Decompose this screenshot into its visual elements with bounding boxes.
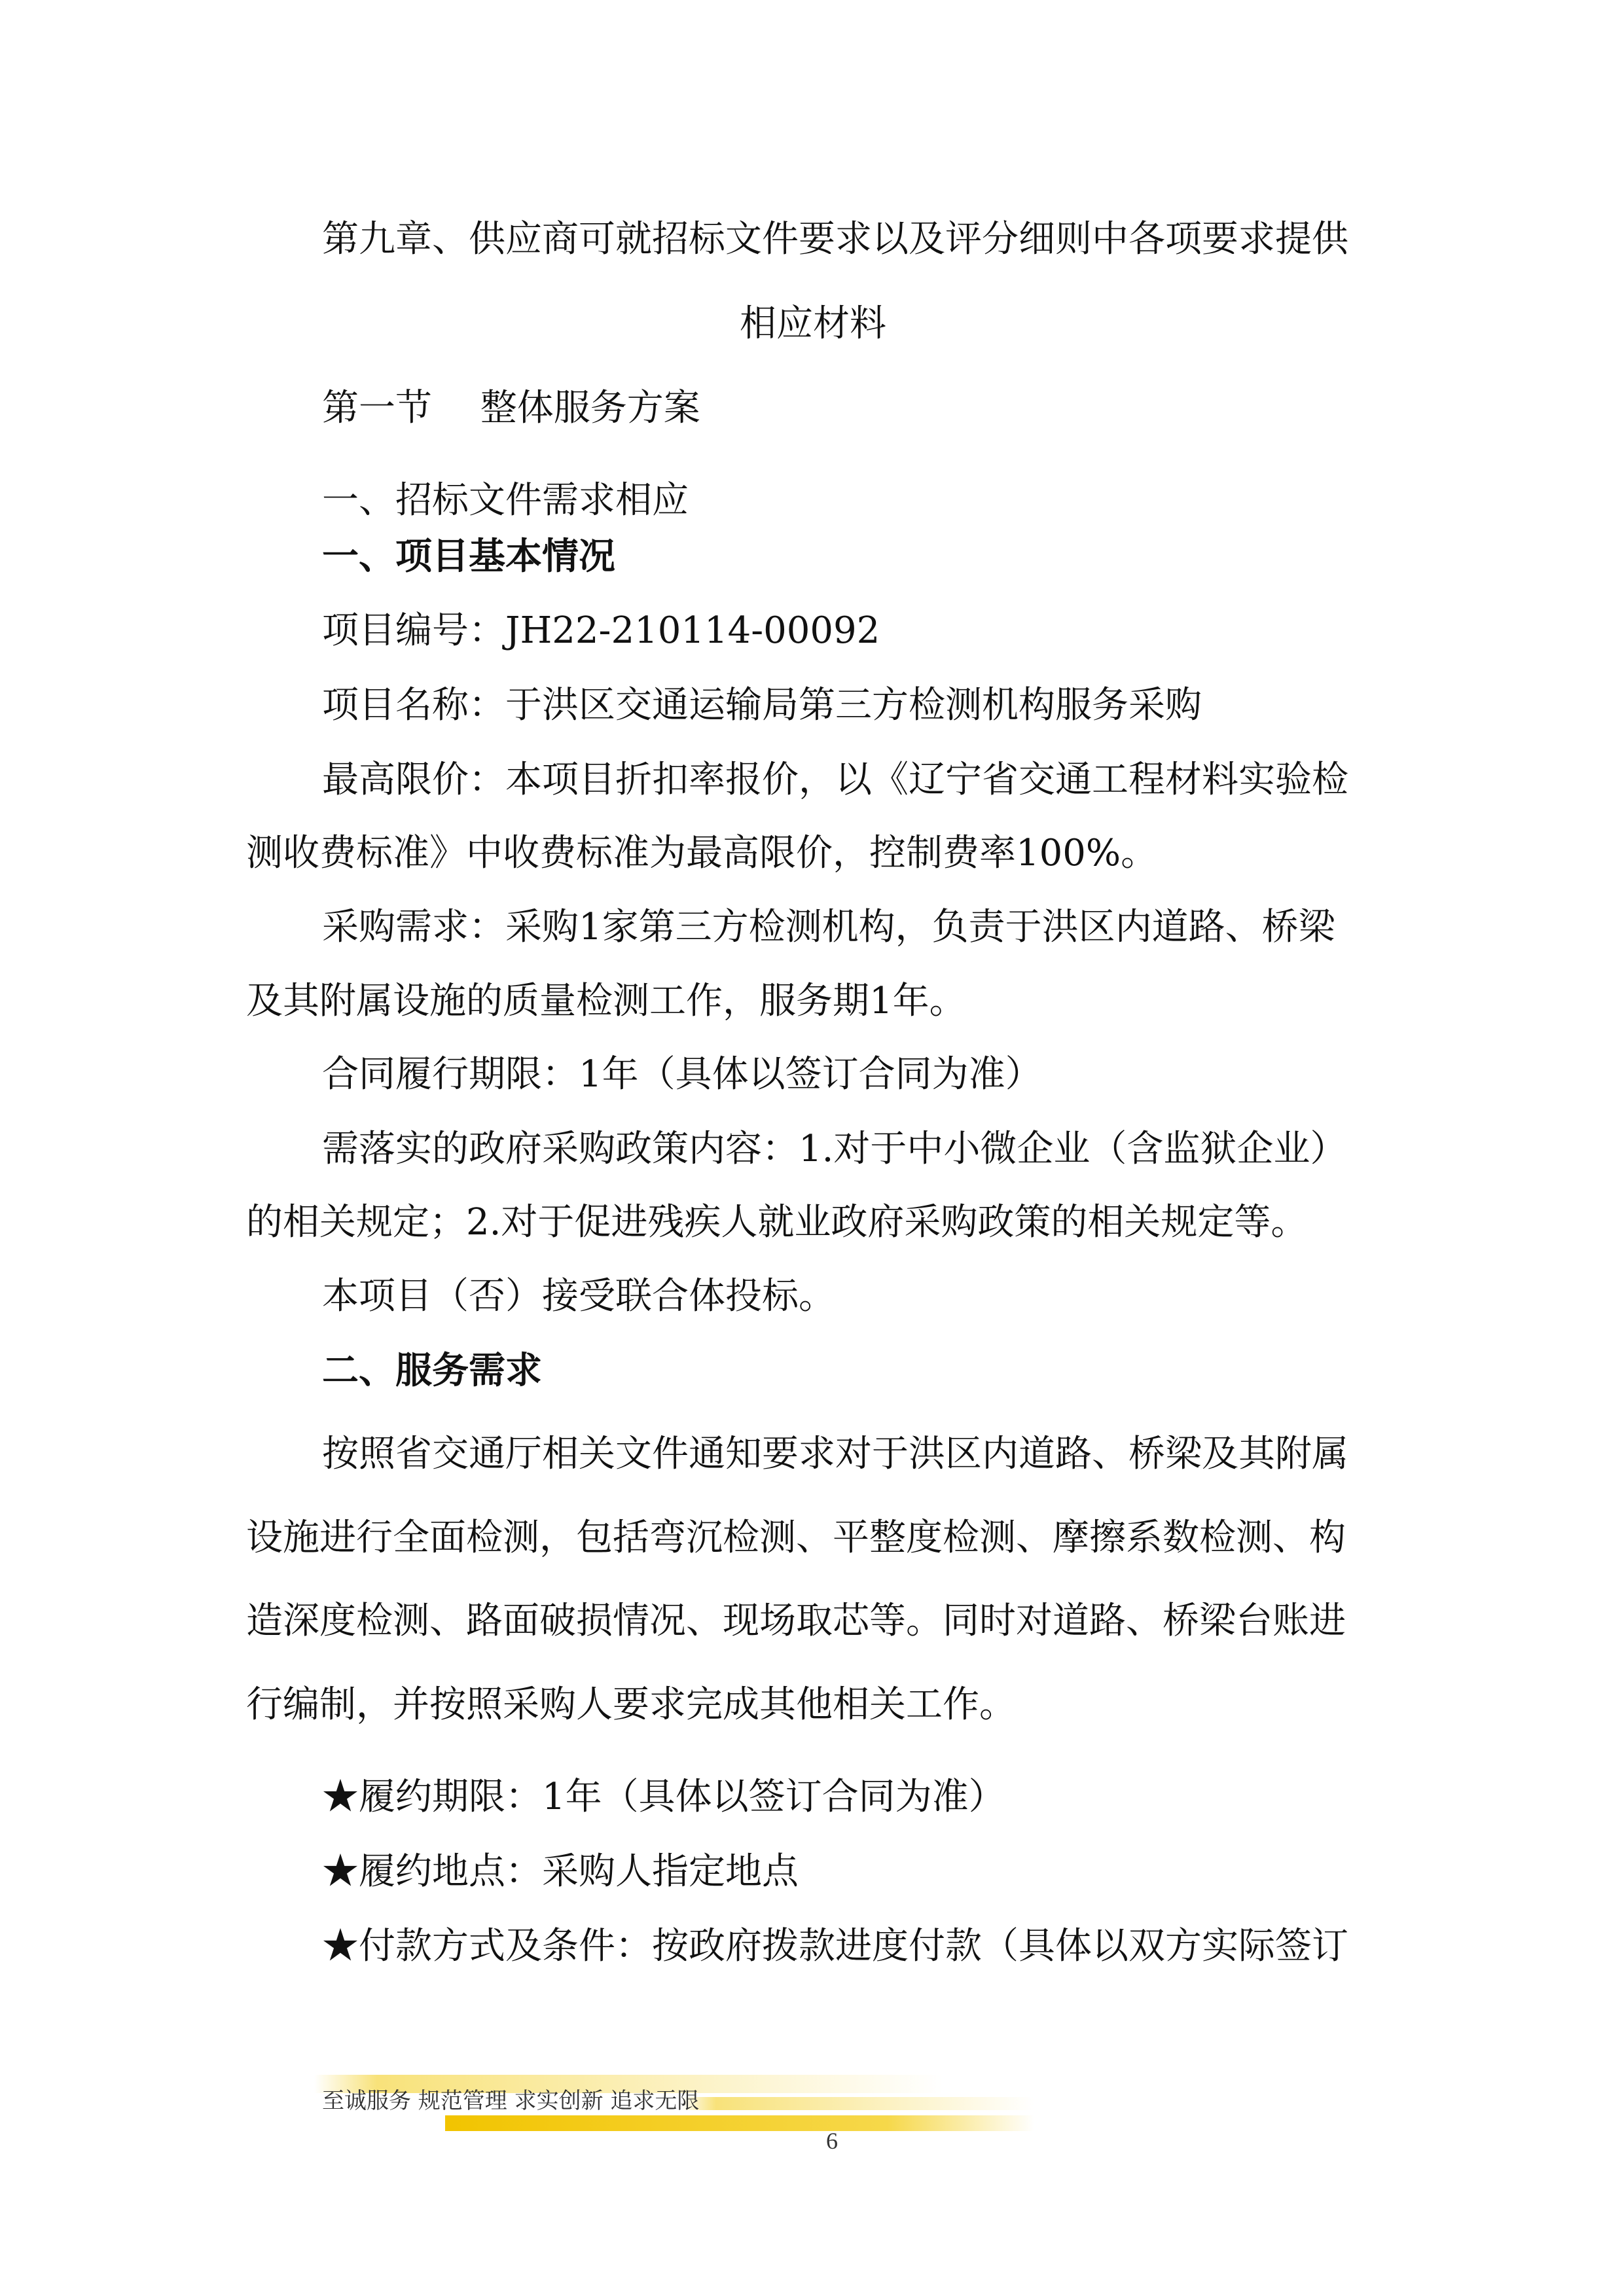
price-limit-line-2: 测收费标准》中收费标准为最高限价，控制费率100%。 [246, 832, 1158, 874]
project-name: 项目名称：于洪区交通运输局第三方检测机构服务采购 [322, 684, 1202, 726]
performance-period: ★履约期限：1年（具体以签订合同为准） [322, 1776, 1005, 1818]
performance-location: ★履约地点：采购人指定地点 [322, 1850, 799, 1893]
payment-terms: ★付款方式及条件：按政府拨款进度付款（具体以双方实际签订 [322, 1925, 1348, 1967]
service-line-1: 按照省交通厅相关文件通知要求对于洪区内道路、桥梁及其附属 [322, 1433, 1348, 1475]
sub-heading: 一、招标文件需求相应 [322, 479, 689, 522]
consortium-statement: 本项目（否）接受联合体投标。 [322, 1275, 835, 1318]
demand-line-1: 采购需求：采购1家第三方检测机构，负责于洪区内道路、桥梁 [322, 906, 1335, 948]
footer-motto: 至诚服务 规范管理 求实创新 追求无限 [322, 2088, 700, 2114]
section-title: 第一节 整体服务方案 [322, 387, 700, 429]
service-line-4: 行编制，并按照采购人要求完成其他相关工作。 [246, 1683, 1016, 1726]
page-number: 6 [826, 2128, 838, 2154]
heading-project-basics: 一、项目基本情况 [322, 535, 615, 578]
heading-service-demand: 二、服务需求 [322, 1349, 542, 1392]
service-line-3: 造深度检测、路面破损情况、现场取芯等。同时对道路、桥梁台账进 [246, 1600, 1346, 1642]
service-line-2: 设施进行全面检测，包括弯沉检测、平整度检测、摩擦系数检测、构 [246, 1516, 1346, 1559]
policy-line-2: 的相关规定；2.对于促进残疾人就业政府采购政策的相关规定等。 [246, 1201, 1308, 1244]
policy-line-1: 需落实的政府采购政策内容：1.对于中小微企业（含监狱企业） [322, 1128, 1347, 1170]
project-number: 项目编号：JH22-210114-00092 [322, 609, 880, 652]
chapter-title-line-1: 第九章、供应商可就招标文件要求以及评分细则中各项要求提供 [322, 218, 1348, 260]
demand-line-2: 及其附属设施的质量检测工作，服务期1年。 [246, 980, 966, 1022]
contract-period: 合同履行期限：1年（具体以签订合同为准） [322, 1053, 1042, 1096]
chapter-title-line-2: 相应材料 [740, 302, 886, 345]
price-limit-line-1: 最高限价：本项目折扣率报价，以《辽宁省交通工程材料实验检 [322, 759, 1348, 801]
